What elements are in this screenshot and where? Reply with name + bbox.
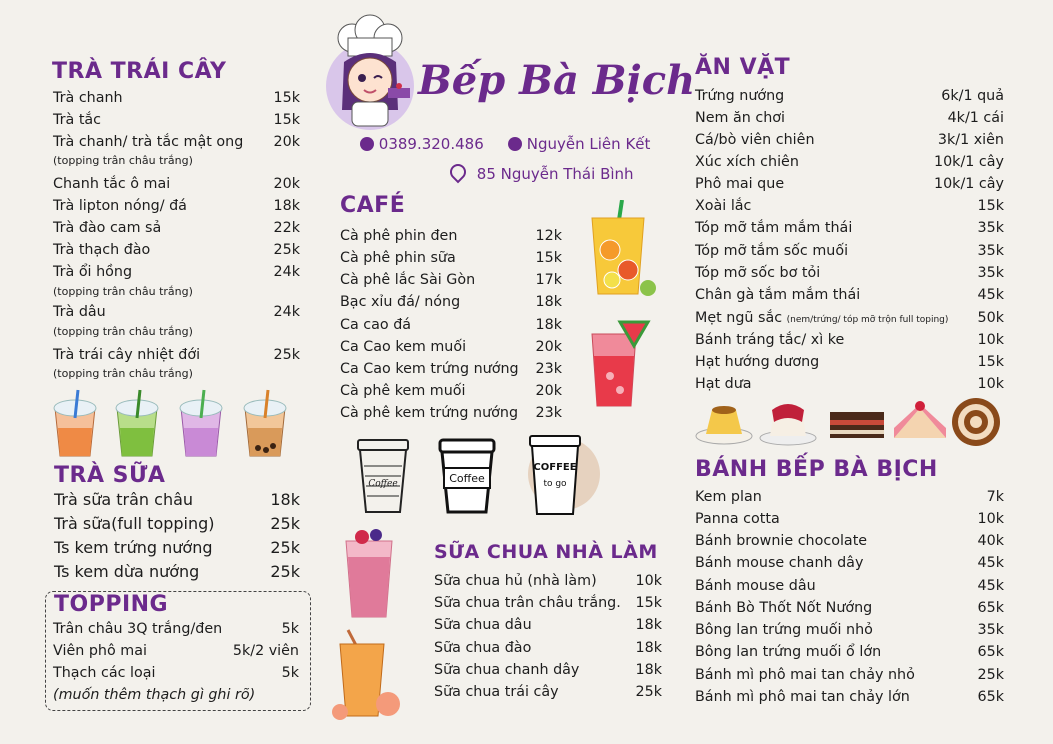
address-text: 85 Nguyễn Thái Bình [476, 165, 634, 183]
item-price: 25k [273, 347, 300, 363]
item-name: Chân gà tắm mắm thái [695, 287, 861, 303]
item-price: 35k [977, 622, 1004, 638]
item-price: 22k [273, 220, 300, 236]
item-name: Tóp mỡ tắm sốc muối [695, 243, 849, 259]
item-name: Trà tắc [53, 112, 102, 128]
item-name: Phô mai que [695, 176, 785, 192]
peach-tea-image [326, 628, 402, 720]
item-price: 6k/1 quả [941, 88, 1004, 104]
item-name: Nem ăn chơi [695, 110, 785, 126]
item-price: 25k [977, 667, 1004, 683]
item-name: Sữa chua chanh dây [434, 662, 580, 678]
item-price: 20k [273, 176, 300, 192]
item-price: 15k [977, 198, 1004, 214]
facebook-contact [508, 135, 650, 153]
item-price: 50k [977, 310, 1004, 326]
brand-name: Bếp Bà Bịch [418, 57, 696, 104]
cup-label: Coffee [449, 472, 485, 485]
item-name: Tóp mỡ tắm mắm thái [695, 220, 853, 236]
section-title-topping: TOPPING [54, 592, 169, 617]
item-price: 18k [270, 490, 300, 509]
brownie-icon [830, 412, 884, 438]
item-name: Sữa chua hủ (nhà làm) [434, 573, 597, 589]
item-name: Bánh mouse dâu [695, 578, 816, 594]
item-name: Kem plan [695, 489, 762, 505]
item-price: 10k/1 cây [933, 176, 1004, 192]
mousse-cake-icon [894, 401, 946, 438]
cakes-illustration [694, 396, 1008, 448]
item-price: 7k [986, 489, 1004, 505]
strawberry-yogurt-image [332, 527, 408, 619]
roll-cake-icon [952, 398, 1000, 446]
item-price: 12k [535, 228, 562, 244]
item-name: Trà sữa trân châu [54, 490, 194, 509]
chef-logo [318, 14, 418, 134]
fruit-tea-drink-image [582, 200, 662, 300]
item-price: 23k [535, 405, 562, 421]
item-name: Trà dâu [53, 304, 106, 320]
section-title-an-vat: ĂN VẶT [695, 55, 791, 80]
section-title-tra-trai-cay: TRÀ TRÁI CÂY [52, 59, 227, 84]
item-price: 15k [635, 595, 662, 611]
item-price: 18k [273, 198, 300, 214]
item-name: Bông lan trứng muối nhỏ [695, 622, 873, 638]
item-price: 45k [977, 287, 1004, 303]
item-name: Sữa chua dâu [434, 617, 532, 633]
phone-number: 0389.320.486 [378, 135, 484, 153]
item-name: Panna cotta [695, 511, 780, 527]
item-price: 25k [270, 514, 300, 533]
item-name: Cà phê kem muối [340, 383, 466, 399]
item-price: 17k [535, 272, 562, 288]
item-name: Ca cao đá [340, 317, 412, 333]
item-name: Mẹt ngũ sắc (nem/trứng/ tóp mỡ trộn full toping) [695, 310, 949, 326]
address-contact [450, 164, 634, 183]
item-name: Trà chanh [53, 90, 123, 106]
item-price: 40k [977, 533, 1004, 549]
item-name: Trà lipton nóng/ đá [53, 198, 187, 214]
facebook-name: Nguyễn Liên Kết [526, 135, 651, 153]
cup-purple-icon [180, 390, 222, 456]
item-note: (topping trân châu trắng) [53, 325, 193, 338]
item-name: Sữa chua trái cây [434, 684, 559, 700]
item-price: 18k [535, 317, 562, 333]
item-price: 5k [281, 665, 299, 681]
item-price: 18k [635, 640, 662, 656]
item-price: 15k [273, 90, 300, 106]
svg-text:to go: to go [543, 479, 567, 489]
item-price: 20k [535, 339, 562, 355]
item-price: 45k [977, 578, 1004, 594]
item-price: 20k [273, 134, 300, 150]
item-name: Bánh mouse chanh dây [695, 555, 864, 571]
item-price: 65k [977, 644, 1004, 660]
item-name: Trà thạch đào [53, 242, 151, 258]
item-price: 15k [535, 250, 562, 266]
coffee-cup-sketch-1 [350, 436, 416, 516]
facebook-icon [508, 137, 522, 151]
item-name: Trà trái cây nhiệt đới [53, 347, 201, 363]
item-price: 10k [635, 573, 662, 589]
item-price: 18k [635, 617, 662, 633]
item-price: 35k [977, 220, 1004, 236]
item-note: (topping trân châu trắng) [53, 367, 193, 380]
item-name: Cà phê kem trứng nướng [340, 405, 519, 421]
item-name: Viên phô mai [53, 643, 147, 659]
item-name: Ca Cao kem trứng nướng [340, 361, 519, 377]
item-name: Trân châu 3Q trắng/đen [53, 621, 223, 637]
item-name: Xoài lắc [695, 198, 752, 214]
item-price: 18k [535, 294, 562, 310]
item-name: Cà phê phin đen [340, 228, 458, 244]
item-price: 10k [977, 511, 1004, 527]
item-name: Trứng nướng [695, 88, 785, 104]
item-price: 20k [535, 383, 562, 399]
item-price: 15k [977, 354, 1004, 370]
item-price: 18k [635, 662, 662, 678]
item-name: Chanh tắc ô mai [53, 176, 171, 192]
item-name: Bánh mì phô mai tan chảy lớn [695, 689, 910, 705]
item-price: 5k/2 viên [232, 643, 299, 659]
item-note: (topping trân châu trắng) [53, 154, 193, 167]
cup-label: COFFEE [533, 462, 577, 473]
item-price: 65k [977, 600, 1004, 616]
item-name: Bánh tráng tắc/ xì ke [695, 332, 845, 348]
phone-icon [360, 137, 374, 151]
bubble-tea-cups-illustration [50, 388, 300, 460]
item-price: 23k [535, 361, 562, 377]
item-name: Ca Cao kem muối [340, 339, 467, 355]
location-pin-icon [447, 161, 470, 184]
item-name: Xúc xích chiên [695, 154, 799, 170]
item-note: (topping trân châu trắng) [53, 285, 193, 298]
item-name: Bông lan trứng muối ổ lớn [695, 644, 882, 660]
item-price: 45k [977, 555, 1004, 571]
item-name: Trà sữa(full topping) [54, 514, 215, 533]
cup-orange-icon [54, 390, 96, 456]
item-name: Trà ổi hồng [53, 264, 133, 280]
item-name: Ts kem trứng nướng [54, 538, 213, 557]
item-price: 65k [977, 689, 1004, 705]
section-title-sua-chua: SỮA CHUA NHÀ LÀM [434, 541, 658, 563]
item-price: 24k [273, 304, 300, 320]
item-name: Sữa chua đào [434, 640, 532, 656]
item-price: 35k [977, 265, 1004, 281]
coffee-to-go-cup [516, 430, 600, 518]
item-name: Cá/bò viên chiên [695, 132, 815, 148]
cup-milktea-icon [244, 390, 286, 456]
item-name: Bạc xỉu đá/ nóng [340, 294, 461, 310]
section-title-cafe: CAFÉ [340, 193, 406, 218]
item-price: 25k [270, 538, 300, 557]
item-price: 25k [635, 684, 662, 700]
item-name: Cà phê phin sữa [340, 250, 456, 266]
item-name: Hạt dưa [695, 376, 752, 392]
item-name: Thạch các loại [53, 665, 156, 681]
topping-note: (muốn thêm thạch gì ghi rõ) [53, 687, 256, 703]
item-price: 4k/1 cái [947, 110, 1004, 126]
item-price: 25k [273, 242, 300, 258]
cup-label: Coffee [368, 479, 398, 489]
item-price: 10k/1 cây [933, 154, 1004, 170]
item-name: Trà chanh/ trà tắc mật ong [53, 134, 244, 150]
watermelon-drink-image [576, 316, 656, 410]
phone-contact [360, 135, 484, 153]
item-name: Trà đào cam sả [53, 220, 162, 236]
item-name: Hạt hướng dương [695, 354, 820, 370]
item-name: Bánh Bò Thốt Nốt Nướng [695, 600, 873, 616]
item-price: 5k [281, 621, 299, 637]
item-name: Ts kem dừa nướng [54, 562, 200, 581]
item-note: (nem/trứng/ tóp mỡ trộn full toping) [786, 315, 949, 325]
section-title-tra-sua: TRÀ SỮA [54, 463, 166, 488]
panna-cotta-icon [760, 404, 816, 445]
item-price: 25k [270, 562, 300, 581]
item-price: 15k [273, 112, 300, 128]
item-price: 35k [977, 243, 1004, 259]
item-name: Bánh brownie chocolate [695, 533, 868, 549]
item-price: 10k [977, 332, 1004, 348]
flan-icon [696, 406, 752, 444]
coffee-cup-sketch-2 [432, 436, 502, 516]
item-name: Cà phê lắc Sài Gòn [340, 272, 476, 288]
item-name: Tóp mỡ sốc bơ tỏi [695, 265, 821, 281]
chef-hat-icon [338, 15, 402, 56]
section-title-banh: BÁNH BẾP BÀ BỊCH [695, 457, 938, 482]
item-price: 3k/1 xiên [937, 132, 1004, 148]
item-name: Bánh mì phô mai tan chảy nhỏ [695, 667, 915, 683]
item-price: 10k [977, 376, 1004, 392]
cup-green-icon [116, 390, 158, 456]
item-name: Sữa chua trân châu trắng. [434, 595, 621, 611]
item-price: 24k [273, 264, 300, 280]
